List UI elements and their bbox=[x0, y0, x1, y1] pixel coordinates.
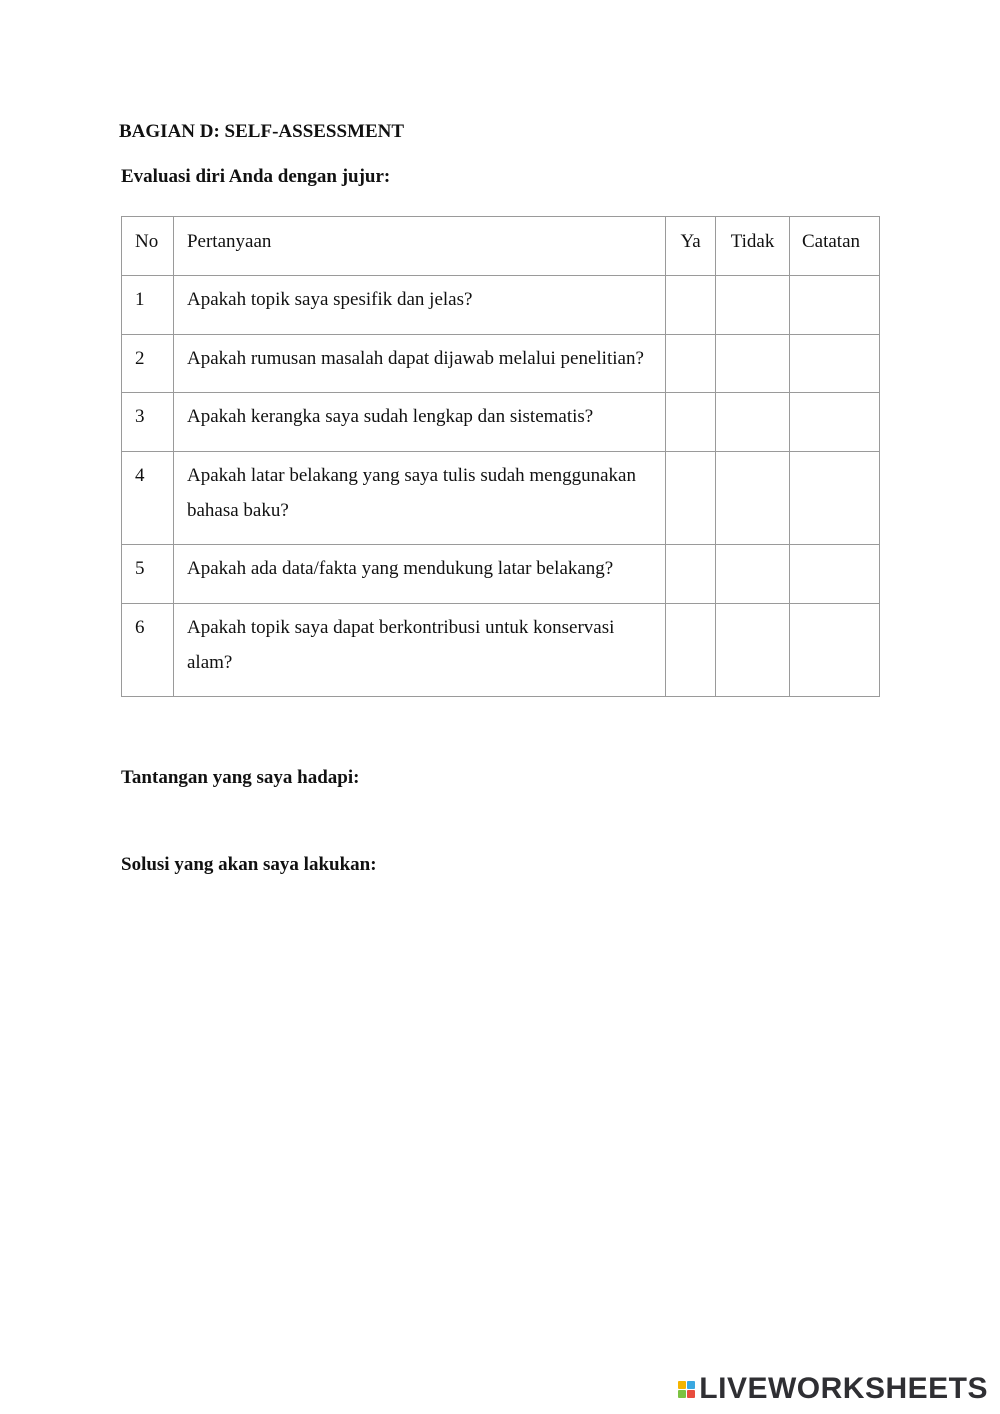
section-title: BAGIAN D: SELF-ASSESSMENT bbox=[119, 121, 405, 142]
row-number: 4 bbox=[122, 452, 174, 545]
table-row bbox=[122, 452, 880, 545]
self-assessment-table bbox=[121, 216, 880, 697]
yes-answer-cell[interactable] bbox=[666, 393, 716, 452]
notes-cell[interactable] bbox=[789, 452, 879, 545]
yes-answer-cell[interactable] bbox=[666, 604, 716, 697]
table-row bbox=[122, 335, 880, 393]
notes-cell[interactable] bbox=[789, 393, 879, 452]
no-answer-cell[interactable] bbox=[716, 452, 790, 545]
no-answer-cell[interactable] bbox=[716, 276, 790, 335]
header-no: No bbox=[122, 217, 174, 276]
yes-answer-cell[interactable] bbox=[666, 335, 716, 393]
table-row bbox=[122, 393, 880, 452]
header-yes: Ya bbox=[666, 217, 716, 276]
logo-square-3 bbox=[678, 1390, 686, 1398]
notes-cell[interactable] bbox=[789, 335, 879, 393]
row-question: Apakah topik saya spesifik dan jelas? bbox=[173, 276, 665, 335]
row-question: Apakah ada data/fakta yang mendukung latar belakang? bbox=[173, 545, 665, 604]
logo-square-2 bbox=[687, 1381, 695, 1389]
row-question: Apakah topik saya dapat berkontribusi untuk konservasi alam? bbox=[173, 604, 665, 697]
yes-answer-cell[interactable] bbox=[666, 276, 716, 335]
header-notes: Catatan bbox=[789, 217, 879, 276]
liveworksheets-brand[interactable] bbox=[678, 1372, 988, 1406]
table-row bbox=[122, 604, 880, 697]
notes-cell[interactable] bbox=[789, 604, 879, 697]
header-question: Pertanyaan bbox=[173, 217, 665, 276]
row-question: Apakah latar belakang yang saya tulis sudah menggunakan bahasa baku? bbox=[173, 452, 665, 545]
row-number: 5 bbox=[122, 545, 174, 604]
solutions-prompt: Solusi yang akan saya lakukan: bbox=[121, 854, 377, 875]
notes-cell[interactable] bbox=[789, 276, 879, 335]
header-no-answer: Tidak bbox=[716, 217, 790, 276]
logo-square-1 bbox=[678, 1381, 686, 1389]
row-number: 2 bbox=[122, 335, 174, 393]
instruction-text: Evaluasi diri Anda dengan jujur: bbox=[121, 166, 391, 187]
row-question: Apakah rumusan masalah dapat dijawab melalui penelitian? bbox=[173, 335, 665, 393]
yes-answer-cell[interactable] bbox=[666, 545, 716, 604]
logo-square-4 bbox=[687, 1390, 695, 1398]
row-number: 3 bbox=[122, 393, 174, 452]
row-number: 1 bbox=[122, 276, 174, 335]
no-answer-cell[interactable] bbox=[716, 335, 790, 393]
table-header-row bbox=[122, 217, 880, 276]
liveworksheets-logo-icon bbox=[678, 1381, 695, 1398]
notes-cell[interactable] bbox=[789, 545, 879, 604]
table-row bbox=[122, 545, 880, 604]
no-answer-cell[interactable] bbox=[716, 604, 790, 697]
brand-wordmark: LIVEWORKSHEETS bbox=[699, 1372, 988, 1405]
row-number: 6 bbox=[122, 604, 174, 697]
no-answer-cell[interactable] bbox=[716, 545, 790, 604]
row-question: Apakah kerangka saya sudah lengkap dan sistematis? bbox=[173, 393, 665, 452]
yes-answer-cell[interactable] bbox=[666, 452, 716, 545]
challenges-prompt: Tantangan yang saya hadapi: bbox=[121, 767, 360, 788]
no-answer-cell[interactable] bbox=[716, 393, 790, 452]
table-row bbox=[122, 276, 880, 335]
